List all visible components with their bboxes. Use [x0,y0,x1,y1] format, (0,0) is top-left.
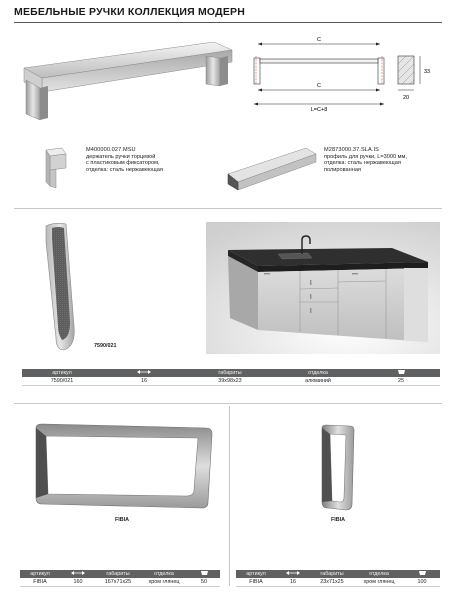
holder-line: с пластиковым фиксатором, [86,160,160,167]
dim-c-top: C [317,37,321,43]
technical-drawing [248,30,448,112]
profile-line: полированная [324,166,361,173]
arrows-icon [285,570,301,576]
vertical-handle-image [40,222,100,352]
box-icon [200,570,209,576]
col-dimensions: габариты [218,370,242,376]
holder-line: отделка: сталь нержавеющая [86,166,163,173]
profile-caption [324,147,448,173]
dim-h: 33 [424,69,431,75]
holder-line: держатель ручки торцевой [86,153,156,160]
column-divider [229,406,230,586]
box-icon [397,369,406,375]
dim-l: L=C+8 [310,107,328,112]
page-header [14,6,442,23]
arrows-icon [70,570,86,576]
profile-code: M2873000.37.SLA.IS [324,147,379,153]
table-header: артикул габариты отделка [20,570,220,578]
bar-handle-image [18,34,236,124]
dim-w: 20 [402,95,410,101]
spec-table-fibia-small [236,570,440,587]
spec-table-fibia-large [20,570,220,587]
dim-c-bottom: C [317,83,321,89]
holder-image [40,146,72,190]
header-rule [14,22,442,23]
table-row: FIBIA 16 23x71x25 хром глянец 100 [236,578,440,587]
vertical-handle-code: 7590/021 [94,343,117,349]
holder-caption [86,147,206,173]
fibia-large-name: FIBIA [114,517,130,523]
box-icon [418,570,427,576]
table-row: 7590/021 16 39x98x23 алюминий 25 [22,377,440,386]
col-spacing [102,369,186,377]
section-divider [14,208,442,209]
profile-image [224,144,320,194]
table-header: артикул габариты отделка [236,570,440,578]
fibia-large-image [30,422,216,510]
fibia-small-image [318,424,358,512]
col-pack [362,369,440,377]
col-article: артикул [52,370,72,376]
profile-line: профиль для ручки, L=3000 мм, [324,153,407,160]
table-header [22,369,440,377]
section-divider [14,403,442,404]
spec-table-main [22,369,440,386]
table-row: FIBIA 160 167x71x25 хром глянец 50 [20,578,220,587]
profile-line: отделка: сталь нержавеющая [324,160,401,167]
arrows-icon [136,369,152,375]
page-title: МЕБЕЛЬНЫЕ РУЧКИ КОЛЛЕКЦИЯ МОДЕРН [14,6,246,18]
col-finish: отделка [308,370,328,376]
fibia-small-name: FIBIA [330,517,346,523]
kitchen-render-image [206,222,440,354]
holder-code: M400000.027.MSU [86,147,136,153]
